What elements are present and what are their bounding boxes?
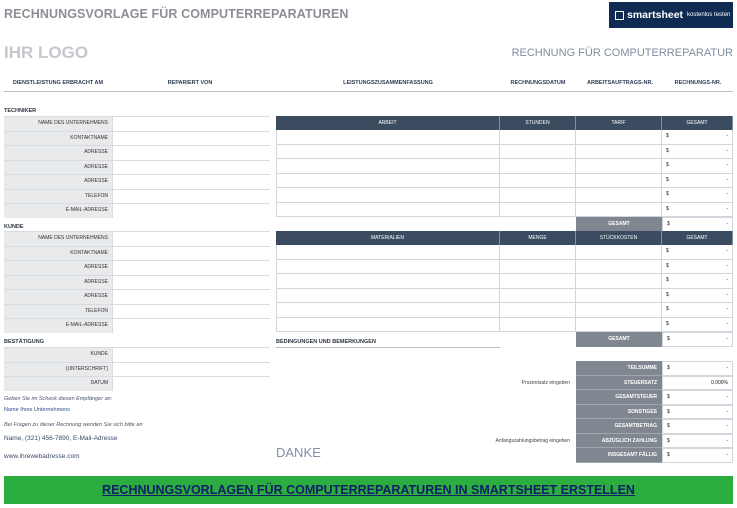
- technician-field-row: [4, 203, 270, 218]
- technician-field-label: TELEFON: [4, 190, 112, 204]
- customer-field-label: NAME DES UNTERNEHMENS: [4, 232, 112, 246]
- materials-col-item: MATERIALIEN: [276, 231, 500, 245]
- confirmation-field-input[interactable]: [112, 348, 270, 362]
- labor-cell[interactable]: [277, 203, 500, 217]
- logo-placeholder: IHR LOGO: [4, 43, 89, 62]
- labor-total-cell: $ -: [662, 203, 733, 217]
- confirmation-field-label: (UNTERSCHRIFT): [4, 363, 112, 377]
- customer-field-row: [4, 231, 270, 246]
- materials-cell[interactable]: [500, 245, 576, 259]
- labor-cell[interactable]: [277, 188, 500, 202]
- labor-total-cell: $ -: [662, 188, 733, 202]
- customer-field-row: [4, 304, 270, 319]
- materials-row: [276, 318, 733, 333]
- summary-value[interactable]: $ -: [662, 434, 733, 449]
- labor-total-value: $ -: [662, 217, 733, 232]
- customer-field-row: [4, 246, 270, 261]
- customer-field-label: ADRESSE: [4, 276, 112, 290]
- materials-table-header: [276, 231, 733, 245]
- customer-field-input[interactable]: [112, 290, 270, 304]
- confirmation-field-input[interactable]: [112, 363, 270, 377]
- labor-total-cell: $ -: [662, 145, 733, 159]
- labor-total-cell: $ -: [662, 174, 733, 188]
- labor-cell[interactable]: [277, 174, 500, 188]
- labor-row: [276, 145, 733, 160]
- labor-col-rate: TARIF: [576, 116, 662, 130]
- customer-field-label: ADRESSE: [4, 261, 112, 275]
- smartsheet-trial-button[interactable]: [609, 2, 733, 28]
- labor-col-hours: STUNDEN: [500, 116, 576, 130]
- summary-note: Anfangszahlungsbetrag eingeben: [495, 437, 570, 444]
- labor-table-body: [276, 130, 733, 217]
- confirmation-field-label: KUNDE: [4, 348, 112, 362]
- banner-link[interactable]: RECHNUNGSVORLAGEN FÜR COMPUTERREPARATUREN IN SMARTSHEET ERSTELLEN: [102, 483, 635, 497]
- summary-label: STEUERSATZ: [576, 376, 662, 391]
- materials-cell[interactable]: [576, 318, 662, 332]
- labor-table-header: [276, 116, 733, 130]
- confirmation-section-label: BESTÄTIGUNG: [4, 339, 45, 345]
- customer-field-input[interactable]: [112, 276, 270, 290]
- smartsheet-logo-icon: [615, 11, 624, 20]
- customer-field-input[interactable]: [112, 232, 270, 246]
- create-template-banner[interactable]: [4, 476, 733, 504]
- technician-field-input[interactable]: [112, 117, 270, 131]
- labor-cell[interactable]: [576, 174, 662, 188]
- labor-row: [276, 159, 733, 174]
- customer-section-label: KUNDE: [4, 224, 24, 230]
- header-repaired-by: REPARIERT VON: [167, 80, 213, 86]
- labor-row: [276, 188, 733, 203]
- materials-cell[interactable]: [576, 274, 662, 288]
- customer-field-input[interactable]: [112, 319, 270, 333]
- customer-field-input[interactable]: [112, 305, 270, 319]
- materials-cell[interactable]: [576, 245, 662, 259]
- technician-field-row: [4, 174, 270, 189]
- materials-cell[interactable]: [277, 245, 500, 259]
- materials-row: [276, 289, 733, 304]
- materials-row: [276, 274, 733, 289]
- payable-note: Geben Sie im Scheck diesen Empfänger an:: [4, 396, 113, 402]
- materials-row: [276, 260, 733, 275]
- materials-cell[interactable]: [576, 289, 662, 303]
- labor-cell[interactable]: [277, 130, 500, 144]
- labor-total-row: [576, 217, 733, 232]
- summary-value[interactable]: 0.000%: [662, 376, 733, 391]
- header-work-order-no: ARBEITSAUFTRAGS-NR.: [587, 80, 653, 86]
- materials-table-body: [276, 245, 733, 332]
- terms-label: BEDINGUNGEN UND BEMERKUNGEN: [276, 339, 500, 348]
- thanks-text: DANKE: [276, 445, 321, 460]
- summary-value: $ -: [662, 405, 733, 420]
- materials-col-total: GESAMT: [662, 231, 733, 245]
- customer-field-row: [4, 275, 270, 290]
- technician-section-label: TECHNIKER: [4, 108, 37, 114]
- materials-total-cell: $ -: [662, 274, 733, 288]
- summary-label: GESAMTSTEUER: [576, 390, 662, 405]
- labor-cell[interactable]: [500, 174, 576, 188]
- summary-note: Prozentsatz eingeben: [521, 379, 570, 386]
- contact-info: Name, (321) 456-7890, E-Mail-Adresse: [4, 435, 118, 442]
- technician-field-input[interactable]: [112, 175, 270, 189]
- summary-row: [576, 405, 733, 420]
- summary-row: [576, 376, 733, 391]
- labor-row: [276, 174, 733, 189]
- materials-row: [276, 245, 733, 260]
- materials-cell[interactable]: [277, 274, 500, 288]
- materials-total-cell: $ -: [662, 245, 733, 259]
- brand-cta: kostenlos testen: [687, 12, 731, 18]
- technician-field-label: ADRESSE: [4, 146, 112, 160]
- technician-field-row: [4, 189, 270, 204]
- summary-label: GESAMTBETRAG: [576, 419, 662, 434]
- technician-field-row: [4, 160, 270, 175]
- materials-cell[interactable]: [277, 260, 500, 274]
- customer-field-label: KONTAKTNAME: [4, 247, 112, 261]
- labor-cell[interactable]: [500, 188, 576, 202]
- summary-value: $ -: [662, 361, 733, 376]
- confirmation-field-row: [4, 347, 270, 362]
- invoice-title: RECHNUNG FÜR COMPUTERREPARATUR: [511, 47, 733, 59]
- materials-cell[interactable]: [277, 303, 500, 317]
- materials-col-qty: MENGE: [500, 231, 576, 245]
- page-title: RECHNUNGSVORLAGE FÜR COMPUTERREPARATUREN: [4, 7, 349, 21]
- confirmation-field-row: [4, 376, 270, 391]
- questions-note: Bei Fragen zu dieser Rechnung wenden Sie sich bitte an: [4, 422, 143, 428]
- materials-total-value: $ -: [662, 332, 733, 347]
- customer-field-row: [4, 260, 270, 275]
- labor-cell[interactable]: [576, 130, 662, 144]
- labor-cell[interactable]: [576, 203, 662, 217]
- technician-field-row: [4, 131, 270, 146]
- labor-total-cell: $ -: [662, 159, 733, 173]
- summary-row: [576, 390, 733, 405]
- website[interactable]: www.ihrewebadresse.com: [4, 453, 80, 460]
- technician-field-input[interactable]: [112, 204, 270, 218]
- labor-cell[interactable]: [500, 145, 576, 159]
- materials-cell[interactable]: [500, 303, 576, 317]
- materials-total-cell: $ -: [662, 289, 733, 303]
- materials-cell[interactable]: [500, 274, 576, 288]
- customer-field-label: ADRESSE: [4, 290, 112, 304]
- labor-cell[interactable]: [500, 130, 576, 144]
- labor-col-work: ARBEIT: [276, 116, 500, 130]
- summary-row: [576, 434, 733, 449]
- materials-total-row: [576, 332, 733, 347]
- labor-table: [276, 116, 733, 232]
- materials-table: [276, 231, 733, 347]
- labor-cell[interactable]: [277, 159, 500, 173]
- summary-value: $ -: [662, 419, 733, 434]
- labor-cell[interactable]: [576, 188, 662, 202]
- customer-field-input[interactable]: [112, 261, 270, 275]
- labor-cell[interactable]: [277, 145, 500, 159]
- technician-field-row: [4, 116, 270, 131]
- materials-total-cell: $ -: [662, 303, 733, 317]
- labor-cell[interactable]: [500, 203, 576, 217]
- materials-cell[interactable]: [500, 318, 576, 332]
- materials-total-cell: $ -: [662, 260, 733, 274]
- labor-cell[interactable]: [576, 145, 662, 159]
- technician-field-input[interactable]: [112, 146, 270, 160]
- technician-field-label: ADRESSE: [4, 175, 112, 189]
- materials-total-label: GESAMT: [576, 332, 662, 347]
- header-divider: [4, 91, 733, 92]
- materials-cell[interactable]: [500, 289, 576, 303]
- summary-label: TEILSUMME: [576, 361, 662, 376]
- customer-field-row: [4, 318, 270, 333]
- labor-total-cell: $ -: [662, 130, 733, 144]
- summary-row: [576, 448, 733, 463]
- materials-total-cell: $ -: [662, 318, 733, 332]
- technician-field-label: NAME DES UNTERNEHMENS: [4, 117, 112, 131]
- header-invoice-no: RECHNUNGS-NR.: [674, 80, 722, 86]
- brand-name: smartsheet: [627, 9, 684, 21]
- summary-row: [576, 419, 733, 434]
- technician-field-row: [4, 145, 270, 160]
- technician-field-input[interactable]: [112, 132, 270, 146]
- summary-value: $ -: [662, 390, 733, 405]
- company-name: Name Ihres Unternehmens: [4, 407, 71, 413]
- header-summary: LEISTUNGSZUSAMMENFASSUNG: [343, 80, 433, 86]
- technician-field-input[interactable]: [112, 190, 270, 204]
- customer-field-input[interactable]: [112, 247, 270, 261]
- labor-row: [276, 130, 733, 145]
- materials-cell[interactable]: [277, 318, 500, 332]
- customer-field-label: E-MAIL-ADRESSE: [4, 319, 112, 333]
- confirmation-field-input[interactable]: [112, 377, 270, 391]
- summary-label: INSGESAMT FÄLLIG: [576, 448, 662, 463]
- materials-row: [276, 303, 733, 318]
- header-service-date: DIENSTLEISTUNG ERBRACHT AM: [12, 80, 104, 86]
- materials-cell[interactable]: [500, 260, 576, 274]
- technician-field-label: ADRESSE: [4, 161, 112, 175]
- materials-cell[interactable]: [576, 260, 662, 274]
- customer-field-row: [4, 289, 270, 304]
- confirmation-field-label: DATUM: [4, 377, 112, 391]
- labor-cell[interactable]: [576, 159, 662, 173]
- confirmation-field-row: [4, 362, 270, 377]
- summary-row: [576, 361, 733, 376]
- materials-col-unit-cost: STÜCKKOSTEN: [576, 231, 662, 245]
- technician-field-label: KONTAKTNAME: [4, 132, 112, 146]
- technician-field-input[interactable]: [112, 161, 270, 175]
- summary-label: SONSTIGES: [576, 405, 662, 420]
- labor-col-total: GESAMT: [662, 116, 733, 130]
- materials-cell[interactable]: [277, 289, 500, 303]
- summary-value: $ -: [662, 448, 733, 463]
- materials-cell[interactable]: [576, 303, 662, 317]
- technician-field-label: E-MAIL-ADRESSE: [4, 204, 112, 218]
- labor-total-label: GESAMT: [576, 217, 662, 232]
- header-invoice-date: RECHNUNGSDATUM: [510, 80, 566, 86]
- summary-label: ABZÜGLICH ZAHLUNG: [576, 434, 662, 449]
- customer-field-label: TELEFON: [4, 305, 112, 319]
- labor-row: [276, 203, 733, 218]
- labor-cell[interactable]: [500, 159, 576, 173]
